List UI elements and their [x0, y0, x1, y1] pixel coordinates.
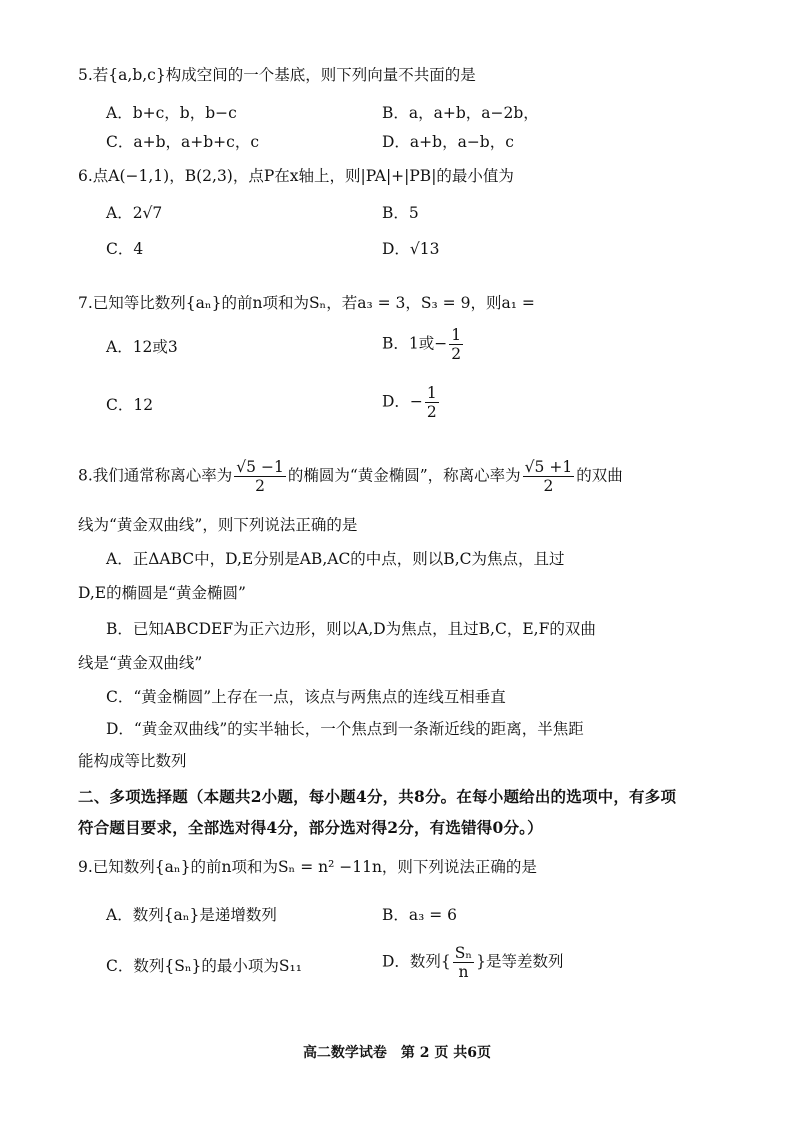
fraction-denominator: 2 — [255, 477, 265, 495]
q7-option-d — [382, 384, 441, 421]
q8-stem — [78, 458, 623, 495]
q7-option-b-prefix: B．1或− — [382, 334, 448, 353]
q8-option-d-line1: D．“黄金双曲线”的实半轴长，一个焦点到一条渐近线的距离，半焦距 — [106, 720, 584, 738]
q7-option-b-fraction — [449, 326, 463, 363]
fraction-denominator: 2 — [543, 477, 554, 495]
fraction-denominator: 2 — [426, 403, 437, 421]
q8-eccentricity-golden-hyperbola — [523, 458, 575, 495]
q8-option-c: C．“黄金椭圆”上存在一点，该点与两焦点的连线互相垂直 — [106, 688, 506, 706]
q5-option-b: B．a，a+b，a−2b， — [382, 104, 539, 122]
section2-heading-line2: 符合题目要求，全部选对得4分，部分选对得2分，有选错得0分。） — [78, 818, 543, 837]
section2-heading-line1: 二、多项选择题（本题共2小题，每小题4分，共8分。在每小题给出的选项中，有多项 — [78, 787, 677, 806]
fraction-numerator: 1 — [451, 326, 462, 344]
q6-stem: 6.点A(−1,1)，B(2,3)，点P在x轴上，则|PA|+|PB|的最小值为 — [78, 167, 514, 185]
q6-option-b: B．5 — [382, 204, 419, 222]
q7-stem: 7.已知等比数列{aₙ}的前n项和为Sₙ，若a₃ = 3，S₃ = 9，则a₁ = — [78, 294, 535, 312]
q5-stem: 5.若{a,b,c}构成空间的一个基底，则下列向量不共面的是 — [78, 66, 476, 84]
q8-stem-line2: 线为“黄金双曲线”，则下列说法正确的是 — [78, 516, 358, 534]
fraction-numerator: √5 −1 — [236, 458, 284, 476]
fraction-denominator: n — [458, 963, 469, 981]
fraction-numerator: 1 — [426, 384, 437, 402]
q8-stem-part3: 的双曲 — [576, 466, 623, 485]
q8-option-a-line1: A．正ΔABC中，D,E分别是AB,AC的中点，则以B,C为焦点，且过 — [106, 550, 565, 568]
q9-option-c: C．数列{Sₙ}的最小项为S₁₁ — [106, 957, 302, 975]
q8-stem-part1: 8.我们通常称离心率为 — [78, 466, 233, 485]
q9-option-d-prefix: D．数列{ — [382, 952, 451, 971]
q6-option-a: A．2√7 — [106, 204, 163, 222]
q6-option-d: D．√13 — [382, 240, 440, 258]
fraction-numerator: √5 +1 — [524, 458, 573, 476]
q8-option-d-line2: 能构成等比数列 — [78, 752, 187, 770]
q8-option-b-line1: B．已知ABCDEF为正六边形，则以A,D为焦点，且过B,C，E,F的双曲 — [106, 620, 596, 638]
q8-option-a-line2: D,E的椭圆是“黄金椭圆” — [78, 584, 246, 602]
fraction-numerator: Sₙ — [454, 944, 473, 962]
q7-option-d-prefix: D．− — [382, 392, 423, 411]
q7-option-d-fraction — [425, 384, 439, 421]
q7-option-c: C．12 — [106, 396, 154, 414]
q5-option-d: D．a+b，a−b，c — [382, 133, 514, 151]
page-footer: 高二数学试卷 第 2 页 共6页 — [302, 1045, 492, 1061]
q5-option-a: A．b+c，b，b−c — [106, 104, 237, 122]
q7-option-a: A．12或3 — [106, 338, 178, 356]
q9-option-d-suffix: }是等差数列 — [476, 952, 564, 971]
q8-eccentricity-golden-ellipse — [234, 458, 286, 495]
q9-stem: 9.已知数列{aₙ}的前n项和为Sₙ = n² −11n，则下列说法正确的是 — [78, 858, 537, 876]
q8-option-b-line2: 线是“黄金双曲线” — [78, 654, 203, 672]
q9-option-a: A．数列{aₙ}是递增数列 — [106, 906, 277, 924]
q9-option-d — [382, 944, 564, 981]
q5-option-c: C．a+b，a+b+c，c — [106, 133, 260, 151]
q7-option-b — [382, 326, 465, 363]
q9-option-d-fraction — [453, 944, 474, 981]
q6-option-c: C．4 — [106, 240, 144, 258]
fraction-denominator: 2 — [451, 345, 462, 363]
q9-option-b: B．a₃ = 6 — [382, 906, 458, 924]
q8-stem-part2: 的椭圆为“黄金椭圆”，称离心率为 — [287, 466, 521, 485]
